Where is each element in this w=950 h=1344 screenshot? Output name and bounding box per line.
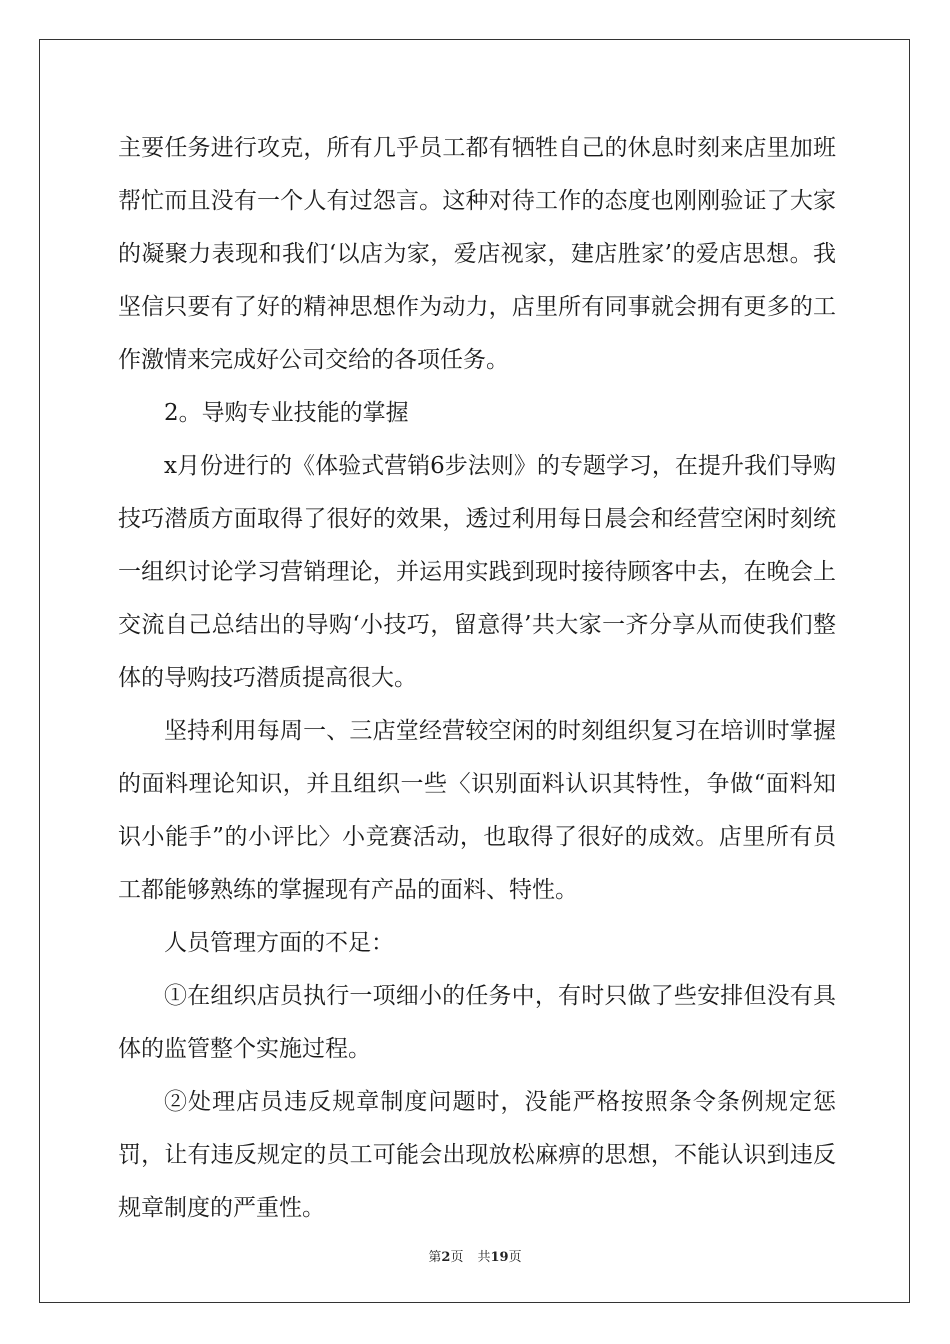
footer-total-suffix: 页 [508, 1250, 522, 1265]
paragraph-3: x月份进行的《体验式营销6步法则》的专题学习，在提升我们导购技巧潜质方面取得了很好的效果，透过利用每日晨会和经营空闲时刻统一组织讨论学习营销理论，并运用实践到现时接待顾客中去，在晚会上交流自己总结出的导购‘小技巧，留意得’共大家一齐分享从而使我们整体的导购技巧潜质提高很大。 [118, 453, 836, 691]
footer-prefix: 第 [428, 1250, 442, 1265]
paragraph-4: 坚持利用每周一、三店堂经营较空闲的时刻组织复习在培训时掌握的面料理论知识，并且组织一些〈识别面料认识其特性，争做“面料知识小能手”的小评比〉小竞赛活动，也取得了很好的成效。店里所有员工都能够熟练的掌握现有产品的面料、特性。 [118, 718, 836, 903]
page-footer [0, 1246, 950, 1265]
current-page-number: 2 [441, 1250, 451, 1265]
list-item-2: ②处理店员违反规章制度问题时，没能严格按照条令条例规定惩罚，让有违反规定的员工可能会出现放松麻痹的思想，不能认识到违反规章制度的严重性。 [118, 1089, 836, 1221]
subheading-shortcomings: 人员管理方面的不足： [164, 930, 394, 956]
footer-page-word: 页 [450, 1250, 464, 1265]
footer-total-prefix: 共 [477, 1250, 491, 1265]
paragraph-1: 主要任务进行攻克，所有几乎员工都有牺牲自己的休息时刻来店里加班帮忙而且没有一个人有过怨言。这种对待工作的态度也刚刚验证了大家的凝聚力表现和我们‘以店为家，爱店视家，建店胜家’的爱店思想。我坚信只要有了好的精神思想作为动力，店里所有同事就会拥有更多的工作激情来完成好公司交给的各项任务。 [118, 135, 836, 373]
section-heading: 2。导购专业技能的掌握 [164, 400, 409, 426]
list-item-1: ①在组织店员执行一项细小的任务中，有时只做了些安排但没有具体的监管整个实施过程。 [118, 983, 836, 1062]
total-pages-number: 19 [490, 1250, 509, 1265]
document-body [118, 122, 836, 1235]
